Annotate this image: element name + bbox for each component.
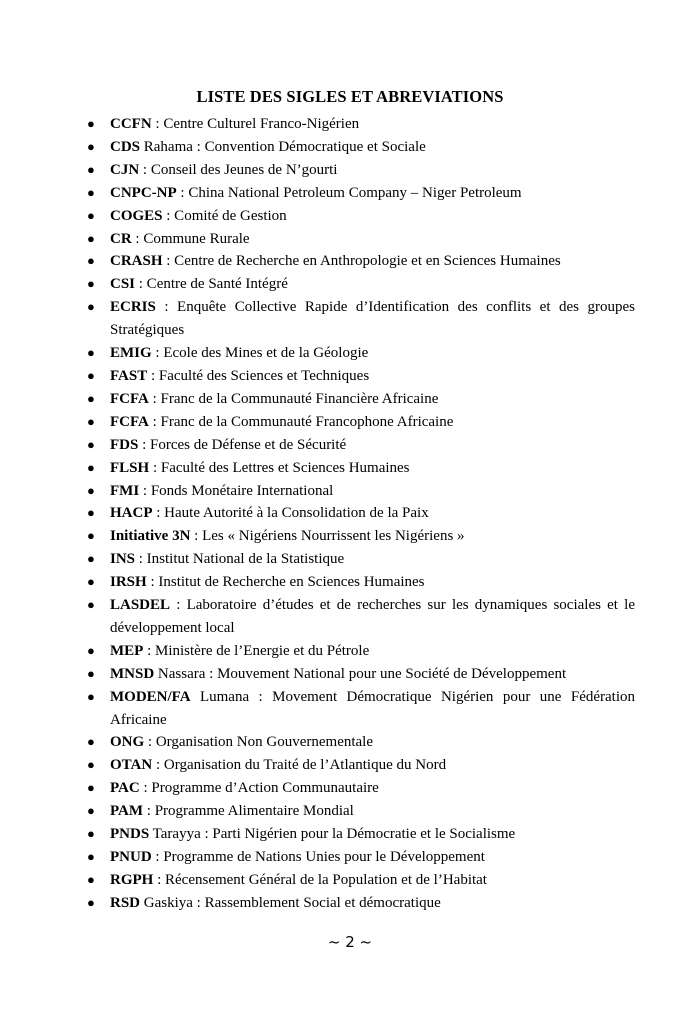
- abbreviation: COGES: [110, 207, 163, 224]
- abbreviation: FLSH: [110, 459, 150, 476]
- definition: : Haute Autorité à la Consolidation de la Paix: [152, 505, 429, 522]
- bullet-icon: ●: [87, 413, 95, 429]
- list-item: [84, 457, 635, 480]
- abbreviation-list: [84, 113, 635, 915]
- abbreviation: OTAN: [110, 757, 153, 774]
- bullet-icon: ●: [87, 528, 95, 544]
- abbreviation: PNDS: [110, 826, 150, 843]
- bullet-icon: ●: [87, 551, 95, 567]
- definition: : Institut National de la Statistique: [135, 551, 345, 568]
- definition: : Centre Culturel Franco-Nigérien: [151, 116, 360, 132]
- abbreviation: CDS: [110, 138, 141, 155]
- list-item: [84, 800, 635, 823]
- abbreviation: EMIG: [110, 345, 152, 362]
- abbreviation: PAC: [110, 780, 140, 797]
- abbreviation: FAST: [110, 367, 148, 384]
- abbreviation: Initiative 3N: [110, 528, 191, 545]
- definition: : Centre de Recherche en Anthropologie et en Sciences Humaines: [162, 253, 561, 270]
- list-item: [84, 434, 635, 457]
- bullet-icon: ●: [87, 230, 95, 246]
- bullet-icon: ●: [87, 871, 95, 887]
- list-item: [84, 205, 635, 228]
- page-number: ~ 2 ~: [327, 933, 373, 951]
- bullet-icon: ●: [87, 436, 95, 452]
- list-item: [84, 571, 635, 594]
- abbreviation: CRASH: [110, 253, 163, 270]
- definition: : China National Petroleum Company – Niger Petroleum: [176, 184, 522, 201]
- abbreviation: LASDEL: [110, 597, 171, 614]
- abbreviation: ECRIS: [110, 299, 156, 316]
- abbreviation: PAM: [110, 803, 144, 820]
- bullet-icon: ●: [87, 207, 95, 223]
- abbreviation: CJN: [110, 161, 140, 178]
- abbreviation: MNSD: [110, 665, 155, 682]
- abbreviation: CCFN: [110, 116, 152, 132]
- abbreviation: FCFA: [110, 390, 149, 407]
- list-item: [84, 342, 635, 365]
- list-item: [84, 731, 635, 754]
- definition: Rahama : Convention Démocratique et Sociale: [140, 138, 426, 155]
- bullet-icon: ●: [87, 276, 95, 292]
- bullet-icon: ●: [87, 253, 95, 269]
- bullet-icon: ●: [87, 734, 95, 750]
- definition: : Faculté des Sciences et Techniques: [147, 367, 370, 384]
- bullet-icon: ●: [87, 757, 95, 773]
- list-item: [84, 273, 635, 296]
- definition: : Ministère de l’Energie et du Pétrole: [143, 642, 370, 659]
- bullet-icon: ●: [87, 345, 95, 361]
- list-item: [84, 480, 635, 503]
- abbreviation: RGPH: [110, 871, 154, 888]
- abbreviation: RSD: [110, 894, 141, 911]
- definition: : Ecole des Mines et de la Géologie: [151, 345, 369, 362]
- abbreviation: INS: [110, 551, 136, 568]
- bullet-icon: ●: [87, 116, 95, 131]
- definition: : Institut de Recherche en Sciences Humaines: [146, 574, 425, 591]
- definition: : Programme d’Action Communautaire: [139, 780, 379, 797]
- definition: : Centre de Santé Intégré: [135, 276, 288, 293]
- list-item: [84, 777, 635, 800]
- page-title: LISTE DES SIGLES ET ABREVIATIONS: [196, 87, 504, 106]
- abbreviation: PNUD: [110, 849, 152, 865]
- abbreviation: ONG: [110, 734, 145, 751]
- bullet-icon: ●: [87, 688, 95, 704]
- list-item: [84, 411, 635, 434]
- definition: Gaskiya : Rassemblement Social et démocratique: [140, 894, 441, 911]
- definition: : Faculté des Lettres et Sciences Humaines: [149, 459, 410, 476]
- list-item: [84, 846, 635, 869]
- list-item: [84, 892, 635, 915]
- list-item: [84, 113, 635, 136]
- bullet-icon: ●: [87, 482, 95, 498]
- bullet-icon: ●: [87, 505, 95, 521]
- list-item: [84, 686, 635, 732]
- list-item: [84, 250, 635, 273]
- bullet-icon: ●: [87, 184, 95, 200]
- bullet-icon: ●: [87, 780, 95, 796]
- bullet-icon: ●: [87, 849, 95, 864]
- bullet-icon: ●: [87, 390, 95, 406]
- definition: : Forces de Défense et de Sécurité: [138, 436, 347, 453]
- abbreviation: MODEN/FA: [110, 688, 191, 705]
- list-item: [84, 640, 635, 663]
- bullet-icon: ●: [87, 574, 95, 590]
- list-item: [84, 754, 635, 777]
- bullet-icon: ●: [87, 894, 95, 910]
- abbreviation: FMI: [110, 482, 140, 499]
- definition: Nassara : Mouvement National pour une Société de Développement: [154, 665, 567, 682]
- list-item: [84, 228, 635, 251]
- list-item: [84, 869, 635, 892]
- bullet-icon: ●: [87, 299, 95, 315]
- definition: : Conseil des Jeunes de N’gourti: [139, 161, 338, 178]
- bullet-icon: ●: [87, 665, 95, 681]
- list-item: [84, 502, 635, 525]
- definition: : Programme de Nations Unies pour le Développement: [151, 849, 485, 865]
- definition: : Commune Rurale: [131, 230, 250, 247]
- list-item: [84, 388, 635, 411]
- definition: : Laboratoire d’études et de recherches sur les dynamiques sociales et le développement local: [110, 597, 635, 636]
- bullet-icon: ●: [87, 803, 95, 819]
- abbreviation: HACP: [110, 505, 153, 522]
- bullet-icon: ●: [87, 597, 95, 613]
- bullet-icon: ●: [87, 138, 95, 154]
- list-item: [84, 525, 635, 548]
- definition: : Les « Nigériens Nourrissent les Nigériens »: [190, 528, 465, 545]
- definition: : Fonds Monétaire International: [139, 482, 334, 499]
- list-item: [84, 365, 635, 388]
- abbreviation: CR: [110, 230, 132, 247]
- definition: : Franc de la Communauté Financière Africaine: [148, 390, 439, 407]
- abbreviation: FDS: [110, 436, 139, 453]
- list-item: [84, 136, 635, 159]
- bullet-icon: ●: [87, 367, 95, 383]
- abbreviation: IRSH: [110, 574, 147, 591]
- definition: : Récensement Général de la Population et de l’Habitat: [153, 871, 487, 888]
- abbreviation: CNPC-NP: [110, 184, 177, 201]
- list-item: [84, 182, 635, 205]
- bullet-icon: ●: [87, 826, 95, 842]
- definition: : Organisation du Traité de l’Atlantique du Nord: [152, 757, 447, 774]
- list-item: [84, 663, 635, 686]
- definition: : Comité de Gestion: [162, 207, 287, 224]
- definition: Tarayya : Parti Nigérien pour la Démocratie et le Socialisme: [149, 826, 516, 843]
- abbreviation: MEP: [110, 642, 144, 659]
- definition: : Programme Alimentaire Mondial: [143, 803, 354, 820]
- list-item: [84, 594, 635, 640]
- bullet-icon: ●: [87, 459, 95, 475]
- list-item: [84, 296, 635, 342]
- definition: Lumana : Movement Démocratique Nigérien pour une Fédération Africaine: [110, 688, 635, 728]
- definition: : Franc de la Communauté Francophone Africaine: [148, 413, 454, 430]
- definition: : Organisation Non Gouvernementale: [144, 734, 374, 751]
- definition: : Enquête Collective Rapide d’Identification des conflits et des groupes Stratégiques: [110, 299, 635, 339]
- list-item: [84, 159, 635, 182]
- list-item: [84, 548, 635, 571]
- bullet-icon: ●: [87, 642, 95, 658]
- abbreviation: CSI: [110, 276, 136, 293]
- abbreviation: FCFA: [110, 413, 149, 430]
- list-item: [84, 823, 635, 846]
- bullet-icon: ●: [87, 161, 95, 177]
